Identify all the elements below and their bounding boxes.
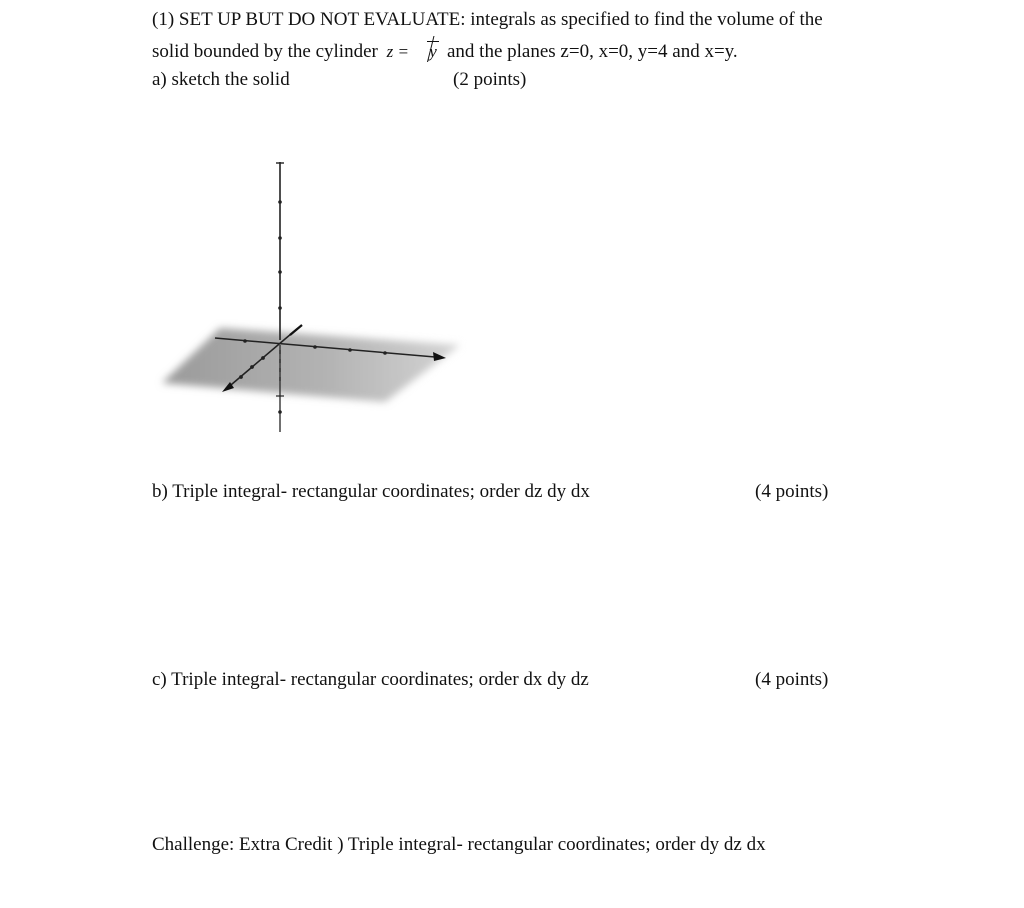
- sqrt-symbol: [415, 40, 439, 64]
- equation-radicand: y: [429, 42, 437, 61]
- axes-sketch: [150, 150, 480, 440]
- part-c-label: c) Triple integral- rectangular coordinates; order dx dy dz: [152, 669, 589, 690]
- part-b-label: b) Triple integral- rectangular coordinates; order dz dy dx: [152, 481, 590, 502]
- xy-plane: [162, 328, 460, 402]
- problem-line-2-prefix: solid bounded by the cylinder: [152, 41, 378, 62]
- problem-statement-line-2: [152, 40, 738, 64]
- part-b-points: (4 points): [755, 481, 829, 502]
- extra-credit-label: Challenge: Extra Credit ) Triple integral- rectangular coordinates; order dy dz dx: [152, 834, 766, 855]
- part-a-points: (2 points): [453, 69, 527, 90]
- part-c-points: (4 points): [755, 669, 829, 690]
- cylinder-equation: [387, 42, 443, 61]
- equation-lhs: z =: [386, 42, 409, 61]
- problem-statement-line-1: (1) SET UP BUT DO NOT EVALUATE: integrals as specified to find the volume of the: [152, 9, 823, 30]
- problem-line-2-suffix: and the planes z=0, x=0, y=4 and x=y.: [447, 41, 738, 62]
- part-a-label: a) sketch the solid: [152, 69, 290, 90]
